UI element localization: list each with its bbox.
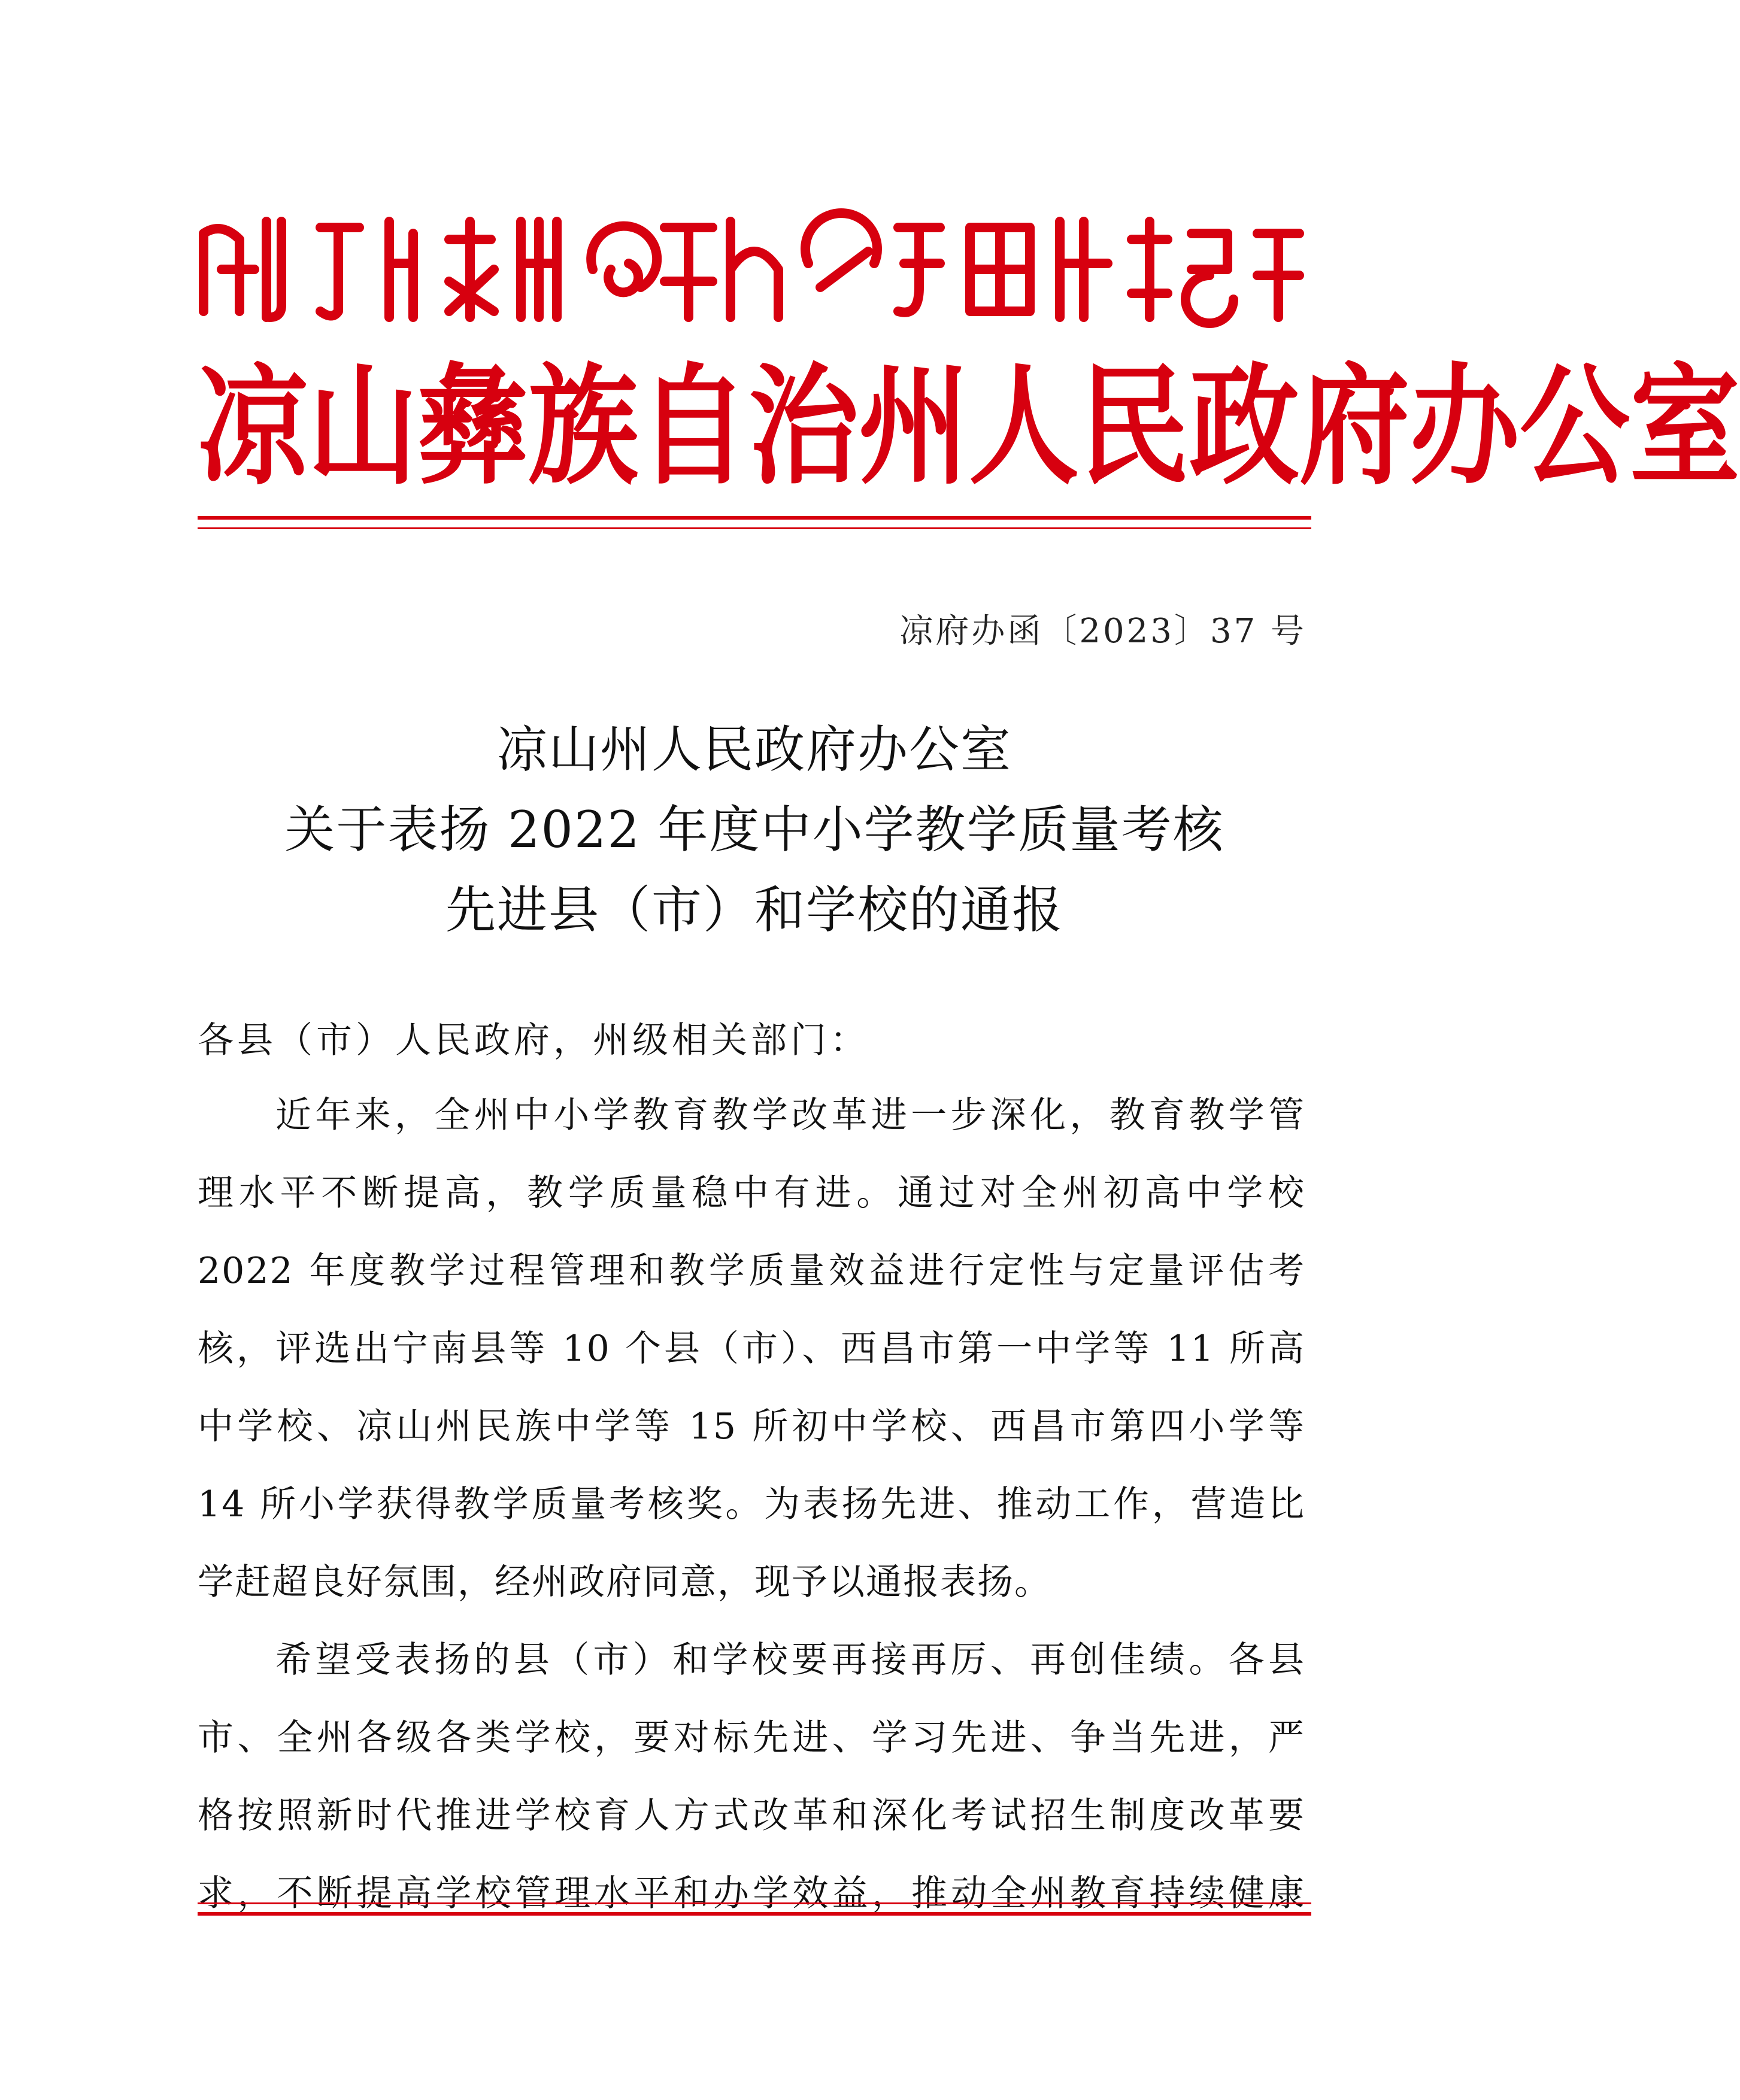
yi-glyph-stroke xyxy=(591,226,657,293)
title-line-1: 凉山州人民政府办公室 xyxy=(496,720,1012,779)
yi-glyph-stroke xyxy=(1257,233,1299,317)
paragraph-line: 14 所小学获得教学质量考核奖。为表扬先进、推动工作，营造比 xyxy=(198,1483,1305,1525)
paragraph-line: 求，不断提高学校管理水平和办学效益，推动全州教育持续健康 xyxy=(198,1873,1305,1914)
org-name-heading: 凉山彝族自治州人民政府办公室 xyxy=(198,351,1740,503)
salutation: 各县（市）人民政府，州级相关部门： xyxy=(198,1019,869,1061)
paragraph-2 xyxy=(198,1621,1305,1932)
paragraph-line: 希望受表扬的县（市）和学校要再接再厉、再创佳绩。各县 xyxy=(275,1639,1305,1681)
yi-glyph-stroke xyxy=(970,227,1030,311)
paragraph-line: 学赶超良好氛围，经州政府同意，现予以通报表扬。 xyxy=(198,1561,1051,1603)
red-divider-top xyxy=(198,516,1311,529)
document-number: 凉府办函〔2023〕37 号 xyxy=(899,612,1306,651)
yi-script-graphic xyxy=(198,198,1305,329)
paragraph-line: 2022 年度教学过程管理和教学质量效益进行定性与定量评估考 xyxy=(198,1250,1305,1292)
paragraph-line: 近年来，全州中小学教育教学改革进一步深化，教育教学管 xyxy=(275,1094,1305,1136)
yi-glyph-stroke xyxy=(1132,221,1168,317)
document-body xyxy=(198,1005,1305,1932)
title-line-3: 先进县（市）和学校的通报 xyxy=(445,881,1063,939)
yi-glyph-stroke xyxy=(204,229,254,311)
red-divider-bottom xyxy=(198,1902,1311,1916)
yi-glyph-stroke xyxy=(730,221,778,317)
yi-glyph-stroke xyxy=(389,221,413,317)
yi-glyph-stroke xyxy=(1186,233,1233,323)
yi-glyph-stroke xyxy=(898,227,940,312)
paragraph-line: 市、全州各级各类学校，要对标先进、学习先进、争当先进，严 xyxy=(198,1717,1305,1759)
paragraph-line: 格按照新时代推进学校育人方式改革和深化考试招生制度改革要 xyxy=(198,1795,1305,1837)
paragraph-line: 核，评选出宁南县等 10 个县（市）、西昌市第一中学等 11 所高 xyxy=(198,1328,1305,1370)
yi-glyph-stroke xyxy=(665,227,713,317)
yi-glyph-stroke xyxy=(266,221,281,317)
title-line-2: 关于表扬 2022 年度中小学教学质量考核 xyxy=(284,800,1224,859)
yi-glyph-stroke xyxy=(805,213,877,287)
paragraph-line: 中学校、凉山州民族中学等 15 所初中学校、西昌市第四小学等 xyxy=(198,1406,1305,1447)
paragraph-1 xyxy=(198,1076,1305,1621)
yi-glyph-stroke xyxy=(521,221,557,317)
paragraph-line: 理水平不断提高，教学质量稳中有进。通过对全州初高中学校 xyxy=(198,1172,1305,1214)
document-title xyxy=(198,709,1311,950)
yi-glyph-stroke xyxy=(1060,221,1108,317)
yi-glyph-stroke xyxy=(320,227,359,316)
yi-glyph-stroke xyxy=(449,221,494,317)
yi-script-org-name xyxy=(198,198,1305,329)
